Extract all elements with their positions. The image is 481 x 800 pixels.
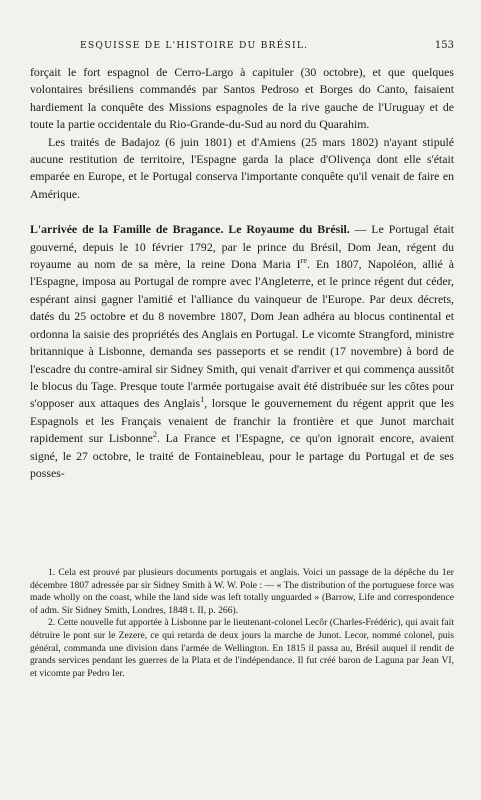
- paragraph-3-part-b: . En 1807, Napoléon, allié à l'Espagne, imposa au Portugal de rompre avec l'Angleterre, et le prince régent dut céder, espérant ainsi gagner l'amitié et l'alliance du vainqueur de l'Europe. Par deux décrets, datés du 25 octobre et du 8 novembre 1807, Dom Jean adhéra au blocus continental et ordonna la saisie des propriétés des Anglais en Portugal. Le vicomte Strangford, ministre britannique à Lisbonne, demanda ses passeports et se rendit (17 novembre) à bord de l'escadre du contre-amiral sir Sidney Smith, qui venait d'arriver et qui commença aussitôt le blocus du Tage. Presque toute l'armée portugaise avait été distribuée sur les côtes pour s'opposer aux attaques des Anglais: [30, 257, 454, 411]
- section-heading: L'arrivée de la Famille de Bragance. Le Royaume du Brésil.: [30, 222, 350, 237]
- footnote-2: 2. Cette nouvelle fut apportée à Lisbonne par le lieutenant-colonel Lecôr (Charles-Frédéric), qui avait fait détruire le pont sur le Zezere, ce qui retarda de deux jours la marche de Junot. Lecor, nommé colonel, puis général, commanda une division dans l'armée de Wellington. En 1815 il passa au, Brésil auquel il rendit de grands services pendant les guerres de la Plata et de l'indépendance. Il fut créé baron de Laguna par Jean VI, et vicomte par Pedro Ier.: [30, 617, 454, 679]
- footnotes: [30, 567, 454, 680]
- footnote-ref-2: 2: [152, 430, 157, 440]
- footnote-ref-1: 1: [200, 395, 205, 405]
- running-title: ESQUISSE DE L'HISTOIRE DU BRÉSIL.: [80, 40, 309, 51]
- footnote-1: 1. Cela est prouvé par plusieurs documents portugais et anglais. Voici un passage de la dépêche du 1er décembre 1807 adressée par sir Sidney Smith à W. W. Pole : — « The distribution of the portuguese force was made wholly on the coast, while the land side was left totally unguarded » (Barrow, Life and correspondence of adm. Sir Sidney Smith, Londres, 1848 t. II, p. 266).: [30, 567, 454, 616]
- paragraph-3-part-a: — Le Portugal était gouverné, depuis le 10 février 1792, par le prince du Brésil, Dom Jean, régent du royaume au nom de sa mère, la reine Dona Maria I: [30, 222, 454, 272]
- paragraph-3: [30, 221, 454, 482]
- page-number: 153: [434, 40, 454, 51]
- running-header: [30, 40, 454, 54]
- main-text: [30, 64, 454, 482]
- paragraph-3-part-d: . La France et l'Espagne, ce qu'on ignorait encore, avaient signé, le 27 octobre, le traité de Fontainebleau, pour le partage du Portugal et de ses posses-: [30, 431, 454, 480]
- paragraph-3-part-c: , lorsque le gouvernement du régent apprit que les Espagnols et les Français venaient de franchir la frontière et que Junot marchait rapidement sur Lisbonne: [30, 396, 454, 446]
- paragraph-2: Les traités de Badajoz (6 juin 1801) et d'Amiens (25 mars 1802) n'ayant stipulé aucune restitution de territoire, l'Espagne garda la place d'Olivença dont elle s'était emparée en Europe, et le Portugal conserva l'importante conquête qu'il venait de faire en Amérique.: [30, 134, 454, 201]
- superscript-re: re: [300, 256, 308, 266]
- paragraph-1: forçait le fort espagnol de Cerro-Largo à capituler (30 octobre), et que quelques volontaires brésiliens commandés par Santos Pedroso et Borges do Canto, faisaient hardiement la conquête des Missions espagnoles de la rive gauche de l'Uruguay et de toute la partie occidentale du Rio-Grande-du-Sud au nord du Quarahim.: [30, 65, 454, 132]
